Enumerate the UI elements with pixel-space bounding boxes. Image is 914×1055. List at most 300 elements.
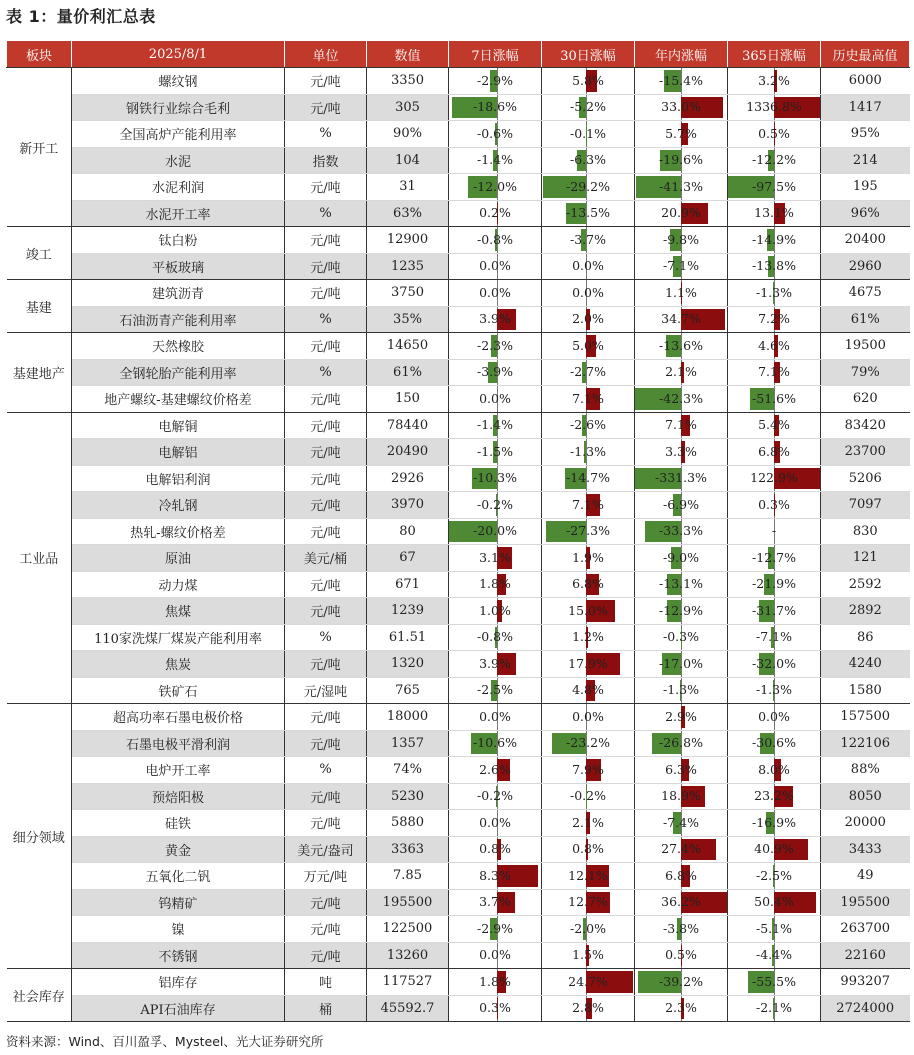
change-text: -10.3% [473,470,517,486]
historical-high-cell: 1580 [821,677,910,704]
change-ytd-cell [635,386,728,413]
change-d30-cell [542,969,635,996]
change-text: -1.4% [477,417,513,433]
change-text: -6.3% [570,152,606,168]
historical-high-cell: 4240 [821,651,910,678]
change-text: 13.1% [754,205,794,221]
change-d30-cell [542,571,635,598]
change-text: 36.2% [661,894,701,910]
change-text: 2.1% [665,364,697,380]
change-text: 24.7% [568,973,608,989]
change-d7-cell [449,598,542,625]
indicator-name: 水泥利润 [72,174,285,201]
change-d30-cell [542,889,635,916]
change-d7-cell [449,757,542,784]
change-text: 0.2% [479,205,511,221]
table-row [7,200,910,227]
change-ytd-cell [635,916,728,943]
change-text: 0.8% [479,841,511,857]
change-text: -0.2% [477,788,513,804]
change-ytd-cell [635,147,728,174]
change-text: -3.7% [570,231,606,247]
unit-cell: 元/吨 [285,94,367,121]
historical-high-cell: 195 [821,174,910,201]
indicator-name: 天然橡胶 [72,333,285,360]
change-text: 1.1% [665,284,697,300]
value-cell: 45592.7 [367,995,449,1022]
change-d365-cell [728,333,821,360]
historical-high-cell: 20400 [821,227,910,254]
change-text: -29.2% [566,178,610,194]
unit-cell: % [285,359,367,386]
sector-label: 新开工 [7,68,72,227]
historical-high-cell: 2724000 [821,995,910,1022]
unit-cell: 桶 [285,995,367,1022]
change-text: -2.6% [570,417,606,433]
indicator-name: 螺纹钢 [72,68,285,95]
change-text: 5.8% [572,72,604,88]
change-ytd-cell [635,571,728,598]
unit-cell: 吨 [285,969,367,996]
change-text: 3.2% [758,72,790,88]
change-text: 17.9% [568,655,608,671]
historical-high-cell: 86 [821,624,910,651]
change-d30-cell [542,68,635,95]
table-row [7,359,910,386]
value-cell: 35% [367,306,449,333]
change-text: 1.5% [572,947,604,963]
change-text: -9.8% [663,231,699,247]
unit-cell: 万元/吨 [285,863,367,890]
change-text: -27.3% [566,523,610,539]
unit-cell: 美元/盎司 [285,836,367,863]
change-ytd-cell [635,253,728,280]
change-ytd-cell [635,863,728,890]
change-ytd-cell [635,121,728,148]
change-text: -13.1% [659,576,703,592]
historical-high-cell: 83420 [821,412,910,439]
unit-cell: 元/吨 [285,571,367,598]
header-row [7,41,910,68]
source-note: 资料来源：Wind、百川盈孚、Mysteel、光大证券研究所 [6,1034,324,1049]
change-text: -6.9% [663,496,699,512]
change-text: 7.9% [572,761,604,777]
unit-cell: 指数 [285,147,367,174]
change-text: 0.0% [479,258,511,274]
change-d365-cell [728,571,821,598]
unit-cell: 元/吨 [285,651,367,678]
change-text: 1.2% [572,629,604,645]
change-d30-cell [542,386,635,413]
value-cell: 671 [367,571,449,598]
change-text: -1.5% [477,443,513,459]
value-cell: 195500 [367,889,449,916]
change-d365-cell [728,439,821,466]
change-text: 3.9% [479,311,511,327]
historical-high-cell: 88% [821,757,910,784]
table-row [7,518,910,545]
table-row [7,704,910,731]
header-30d: 30日涨幅 [542,41,635,68]
historical-high-cell: 49 [821,863,910,890]
change-text: -19.6% [659,152,703,168]
change-text: 7.2% [758,311,790,327]
change-ytd-cell [635,545,728,572]
change-text: -0.3% [663,629,699,645]
sector-label: 工业品 [7,412,72,704]
historical-high-cell: 61% [821,306,910,333]
change-d30-cell [542,518,635,545]
indicator-name: 五氧化二钒 [72,863,285,890]
change-text: -7.1% [663,258,699,274]
unit-cell: 元/吨 [285,889,367,916]
change-text: 0.0% [572,708,604,724]
unit-cell: % [285,200,367,227]
change-text: 2.6% [479,761,511,777]
change-d365-cell [728,916,821,943]
change-text: 3.9% [479,655,511,671]
historical-high-cell: 2892 [821,598,910,625]
table-row [7,571,910,598]
table-row [7,465,910,492]
historical-high-cell: 263700 [821,916,910,943]
table-row [7,386,910,413]
unit-cell: 元/吨 [285,810,367,837]
change-d30-cell [542,200,635,227]
change-ytd-cell [635,359,728,386]
unit-cell: % [285,624,367,651]
table-row [7,889,910,916]
historical-high-cell: 122106 [821,730,910,757]
change-text: -12.9% [659,602,703,618]
change-text: 0.0% [479,284,511,300]
change-d365-cell [728,624,821,651]
change-d30-cell [542,253,635,280]
change-d365-cell [728,94,821,121]
table-row [7,121,910,148]
value-cell: 765 [367,677,449,704]
change-d365-cell [728,412,821,439]
change-d365-cell [728,227,821,254]
change-d7-cell [449,465,542,492]
historical-high-cell: 5206 [821,465,910,492]
change-text: -2.5% [756,867,792,883]
change-ytd-cell [635,624,728,651]
unit-cell: 元/吨 [285,518,367,545]
change-d30-cell [542,280,635,307]
change-text: -33.3% [659,523,703,539]
change-text: -55.5% [752,973,796,989]
change-d7-cell [449,280,542,307]
change-text: -42.3% [659,390,703,406]
change-text: -10.6% [473,735,517,751]
value-cell: 122500 [367,916,449,943]
unit-cell: 元/吨 [285,942,367,969]
change-d7-cell [449,227,542,254]
change-text: 0.0% [572,284,604,300]
change-text: -0.8% [477,231,513,247]
change-d7-cell [449,571,542,598]
value-cell: 20490 [367,439,449,466]
change-d30-cell [542,147,635,174]
change-text: -5.2% [570,99,606,115]
change-d30-cell [542,121,635,148]
value-cell: 150 [367,386,449,413]
table-row [7,174,910,201]
value-cell: 61% [367,359,449,386]
indicator-name: 焦炭 [72,651,285,678]
change-d7-cell [449,969,542,996]
change-d7-cell [449,68,542,95]
indicator-name: 不锈钢 [72,942,285,969]
change-d30-cell [542,598,635,625]
change-text: -4.4% [756,947,792,963]
change-d30-cell [542,492,635,519]
change-d365-cell [728,704,821,731]
change-text: 7.1% [572,496,604,512]
indicator-name: 电解铝利润 [72,465,285,492]
indicator-name: 石墨电极平滑利润 [72,730,285,757]
historical-high-cell: 121 [821,545,910,572]
change-d365-cell [728,995,821,1022]
change-text: - [771,523,777,539]
change-ytd-cell [635,465,728,492]
value-cell: 18000 [367,704,449,731]
change-text: -12.0% [473,178,517,194]
historical-high-cell: 993207 [821,969,910,996]
change-text: -2.3% [477,337,513,353]
change-ytd-cell [635,730,728,757]
change-text: -5.1% [756,920,792,936]
summary-table [6,40,910,1022]
change-d365-cell [728,280,821,307]
historical-high-cell: 6000 [821,68,910,95]
change-text: 0.0% [479,390,511,406]
change-d30-cell [542,174,635,201]
change-text: -1.4% [477,152,513,168]
change-text: 2.9% [665,708,697,724]
change-d30-cell [542,995,635,1022]
table-row [7,942,910,969]
change-d7-cell [449,253,542,280]
indicator-name: 全钢轮胎产能利用率 [72,359,285,386]
change-text: -331.3% [655,470,707,486]
change-d365-cell [728,651,821,678]
value-cell: 12900 [367,227,449,254]
unit-cell: 元/吨 [285,439,367,466]
unit-cell: 元/吨 [285,174,367,201]
change-text: 0.0% [758,708,790,724]
unit-cell: 元/吨 [285,386,367,413]
indicator-name: 电解铝 [72,439,285,466]
change-text: 8.3% [479,867,511,883]
change-text: -12.2% [752,152,796,168]
change-text: -1.3% [570,443,606,459]
change-d30-cell [542,359,635,386]
change-d30-cell [542,465,635,492]
header-ytd: 年内涨幅 [635,41,728,68]
historical-high-cell: 195500 [821,889,910,916]
table-row [7,995,910,1022]
change-ytd-cell [635,306,728,333]
table-row [7,969,910,996]
indicator-name: 电炉开工率 [72,757,285,784]
change-ytd-cell [635,836,728,863]
header-365d: 365日涨幅 [728,41,821,68]
header-7d: 7日涨幅 [449,41,542,68]
historical-high-cell: 2960 [821,253,910,280]
unit-cell: 元/吨 [285,783,367,810]
unit-cell: 元/吨 [285,465,367,492]
change-text: 2.1% [572,814,604,830]
change-text: -13.5% [566,205,610,221]
value-cell: 1239 [367,598,449,625]
change-d365-cell [728,492,821,519]
change-d365-cell [728,757,821,784]
historical-high-cell: 157500 [821,704,910,731]
indicator-name: 建筑沥青 [72,280,285,307]
change-text: -2.5% [477,682,513,698]
table-row [7,836,910,863]
change-d7-cell [449,677,542,704]
value-cell: 80 [367,518,449,545]
change-text: 5.7% [665,125,697,141]
change-text: -2.9% [477,920,513,936]
table-row [7,677,910,704]
change-text: -3.8% [663,920,699,936]
change-text: -23.2% [566,735,610,751]
change-text: 0.0% [572,258,604,274]
change-d30-cell [542,810,635,837]
change-ytd-cell [635,68,728,95]
change-d30-cell [542,677,635,704]
indicator-name: 钛白粉 [72,227,285,254]
change-text: 4.6% [758,337,790,353]
value-cell: 67 [367,545,449,572]
table-row [7,439,910,466]
value-cell: 2926 [367,465,449,492]
indicator-name: API石油库存 [72,995,285,1022]
change-text: 1.8% [479,973,511,989]
change-text: -3.9% [477,364,513,380]
change-d365-cell [728,147,821,174]
unit-cell: % [285,121,367,148]
header-sector: 板块 [7,41,72,68]
change-d365-cell [728,200,821,227]
table-row [7,783,910,810]
change-ytd-cell [635,942,728,969]
change-d7-cell [449,386,542,413]
value-cell: 5230 [367,783,449,810]
table-row [7,545,910,572]
change-d7-cell [449,889,542,916]
change-text: 50.4% [754,894,794,910]
change-text: -97.5% [752,178,796,194]
unit-cell: 元/吨 [285,412,367,439]
change-d30-cell [542,545,635,572]
change-text: -2.1% [756,1000,792,1016]
change-text: 27.4% [661,841,701,857]
change-text: 7.1% [572,390,604,406]
table-row [7,810,910,837]
unit-cell: 元/吨 [285,492,367,519]
change-d30-cell [542,94,635,121]
change-d7-cell [449,942,542,969]
historical-high-cell: 20000 [821,810,910,837]
change-text: 7.1% [758,364,790,380]
unit-cell: 元/吨 [285,68,367,95]
change-d7-cell [449,359,542,386]
change-ytd-cell [635,492,728,519]
change-text: -12.7% [752,549,796,565]
indicator-name: 110家洗煤厂煤炭产能利用率 [72,624,285,651]
historical-high-cell: 3433 [821,836,910,863]
change-text: -1.3% [756,284,792,300]
change-ytd-cell [635,518,728,545]
change-text: -9.0% [663,549,699,565]
change-text: 2.3% [665,1000,697,1016]
change-text: 23.2% [754,788,794,804]
change-text: -14.9% [752,231,796,247]
indicator-name: 热轧-螺纹价格差 [72,518,285,545]
table-row [7,412,910,439]
value-cell: 3750 [367,280,449,307]
change-ytd-cell [635,439,728,466]
sector-label: 基建 [7,280,72,333]
change-text: 0.0% [479,947,511,963]
indicator-name: 水泥开工率 [72,200,285,227]
table-row [7,492,910,519]
change-d7-cell [449,863,542,890]
value-cell: 1320 [367,651,449,678]
change-ytd-cell [635,227,728,254]
indicator-name: 焦煤 [72,598,285,625]
change-d30-cell [542,651,635,678]
change-d30-cell [542,624,635,651]
change-ytd-cell [635,280,728,307]
change-d7-cell [449,545,542,572]
indicator-name: 全国高炉产能利用率 [72,121,285,148]
unit-cell: 元/吨 [285,227,367,254]
change-d365-cell [728,677,821,704]
historical-high-cell: 620 [821,386,910,413]
sector-label: 细分领域 [7,704,72,969]
change-d365-cell [728,545,821,572]
unit-cell: 元/吨 [285,280,367,307]
change-ytd-cell [635,783,728,810]
change-text: -16.9% [752,814,796,830]
change-d30-cell [542,836,635,863]
change-text: -26.8% [659,735,703,751]
change-d30-cell [542,942,635,969]
table-row [7,598,910,625]
historical-high-cell: 79% [821,359,910,386]
change-d365-cell [728,810,821,837]
change-d365-cell [728,942,821,969]
change-d30-cell [542,757,635,784]
change-text: -7.4% [663,814,699,830]
table-row [7,253,910,280]
historical-high-cell: 1417 [821,94,910,121]
table-row [7,863,910,890]
change-text: -39.2% [659,973,703,989]
change-ytd-cell [635,889,728,916]
header-value: 数值 [367,41,449,68]
change-text: 122.9% [750,470,798,486]
change-ytd-cell [635,174,728,201]
change-text: 1.9% [572,549,604,565]
change-text: -0.2% [570,788,606,804]
